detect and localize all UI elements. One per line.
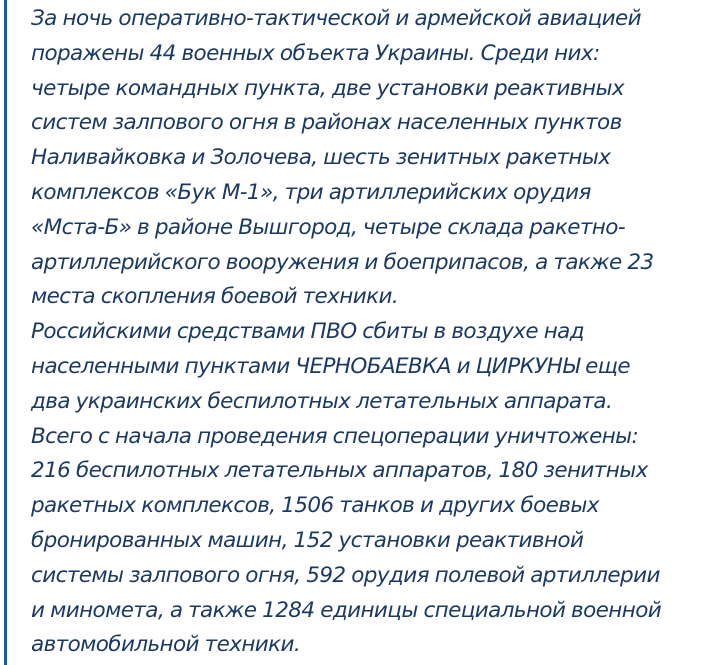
quote-line: 216 беспилотных летательных аппаратов, 180 зенитных [31,458,648,484]
quote-line: артиллерийского вооружения и боеприпасов, а также 23 [31,249,654,275]
quote-line: «Мста-Б» в районе Вышгород, четыре склада ракетно- [31,214,625,240]
quote-line: поражены 44 военных объекта Украины. Среди них: [31,40,600,66]
quote-line: населенными пунктами ЧЕРНОБАЕВКА и ЦИРКУНЫ еще [31,353,631,379]
quote-line: системы залпового огня, 592 орудия полевой артиллерии [31,562,660,588]
quote-line: За ночь оперативно-тактической и армейской авиацией [31,6,642,31]
quote-line: четыре командных пункта, две установки реактивных [31,75,624,101]
quote-line: автомобильной техники. [31,632,301,658]
quote-line: Всего с начала проведения спецоперации уничтожены: [31,423,639,449]
quote-text [31,2,711,663]
quote-line: бронированных машин, 152 установки реактивной [31,527,584,553]
quote-line: два украинских беспилотных летательных аппарата. [31,388,613,414]
quote-line: Наливайковка и Золочева, шесть зенитных ракетных [31,145,611,171]
quote-line: систем залпового огня в районах населенных пунктов [31,110,622,136]
quote-line: комплексов «Бук М-1», три артиллерийских орудия [31,179,591,205]
quote-accent-bar [4,0,7,665]
quote-line: места скопления боевой техники. [31,284,399,310]
quote-line: ракетных комплексов, 1506 танков и других боевых [31,493,599,519]
quote-line: и миномета, а также 1284 единицы специальной военной [31,597,662,623]
quote-line: Российскими средствами ПВО сбиты в воздухе над [31,319,584,345]
